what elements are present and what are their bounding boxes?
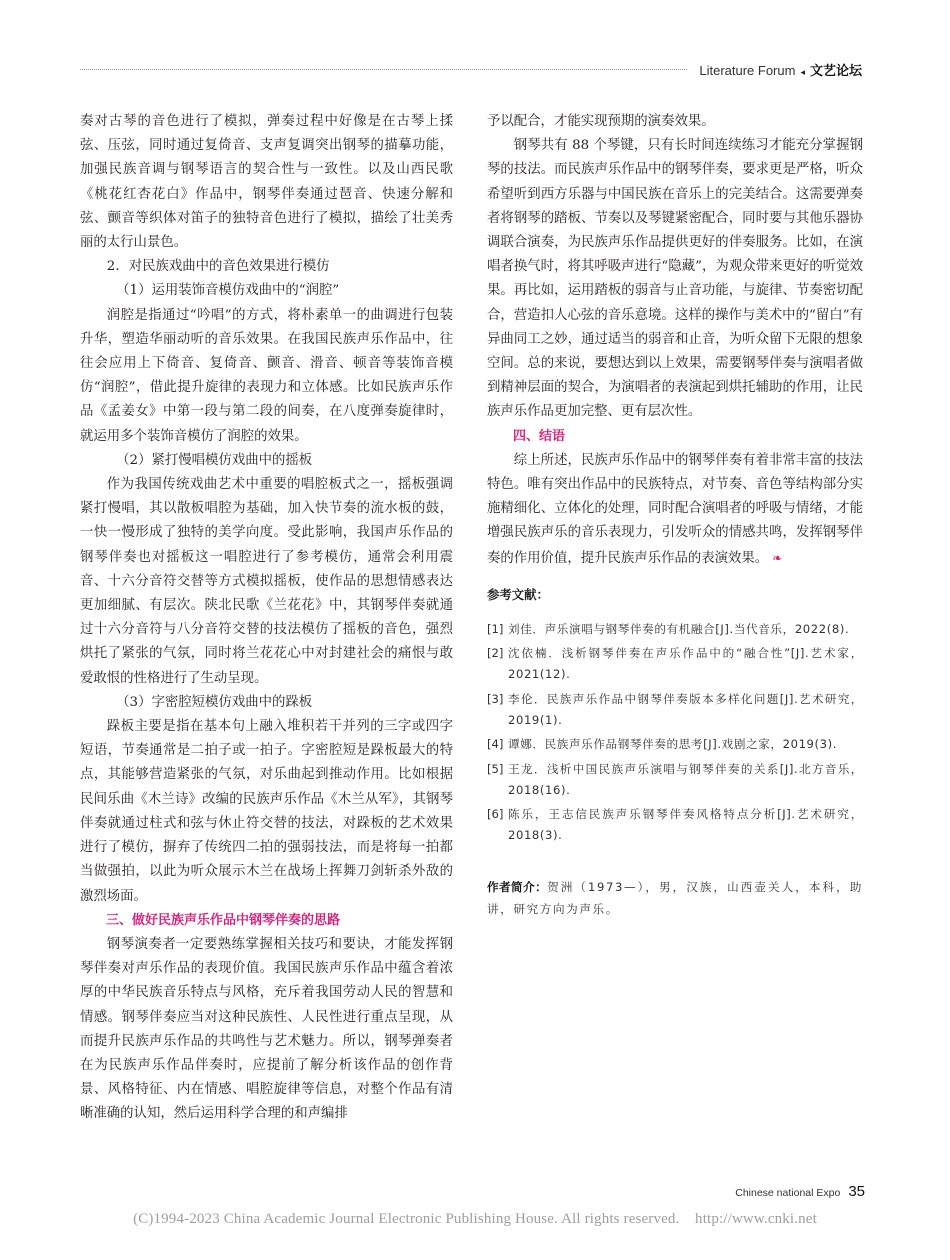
reference-item <box>487 689 863 731</box>
section-heading: 四、结语 <box>513 428 566 444</box>
paragraph: 作为我国传统戏曲艺术中重要的唱腔板式之一，摇板强调紧打慢唱，其以散板唱腔为基础，加入快节奏的流水板的鼓，一快一慢形成了独特的美学向度。受此影响，我国声乐作品的钢琴伴奏也对摇板这一唱腔进行了参考模仿，通常会利用震音、十六分音符交替等方式模拟摇板，使作品的思想情感表达更加细腻、有层次。陕北民歌《兰花花》中，其钢琴伴奏就通过十六分音符与八分音符交替的技法模仿了摇板的音色，强烈烘托了紧张的气氛，同时将兰花花心中对封建社会的痛恨与敢爱敢恨的性格进行了生动呈现。 <box>80 477 453 686</box>
left-column <box>80 110 453 1127</box>
reference-item <box>487 804 863 846</box>
subheading: （2）紧打慢唱模仿戏曲中的摇板 <box>116 452 313 468</box>
end-mark-icon: ❧ <box>772 550 783 565</box>
section-heading: 三、做好民族声乐作品中钢琴伴奏的思路 <box>106 912 341 928</box>
reference-text: 刘佳．声乐演唱与钢琴伴奏的有机融合[J].当代音乐，2022(8). <box>508 621 850 636</box>
reference-number: [3] <box>487 691 504 706</box>
right-column <box>487 110 863 920</box>
footer-journal-name: Chinese national Expo <box>735 1187 841 1199</box>
reference-number: [6] <box>487 807 504 822</box>
reference-text: 陈乐，王志信民族声乐钢琴伴奏风格特点分析[J].艺术研究，2018(3). <box>508 807 863 843</box>
references-list <box>487 619 863 847</box>
reference-text: 沈依楠．浅析钢琴伴奏在声乐作品中的“融合性”[J].艺术家，2021(12). <box>508 646 863 682</box>
references-title: 参考文献： <box>487 586 549 602</box>
reference-item <box>487 619 863 640</box>
header-journal-cn: 文艺论坛 <box>809 63 862 79</box>
reference-text: 李伦．民族声乐作品中钢琴伴奏版本多样化问题[J].艺术研究，2019(1). <box>508 691 863 727</box>
conclusion-paragraph <box>487 449 863 571</box>
header-journal-en: Literature Forum <box>699 62 796 78</box>
paragraph: 予以配合，才能实现预期的演奏效果。 <box>487 114 715 129</box>
reference-item <box>487 734 863 755</box>
paragraph: 润腔是指通过“吟唱”的方式，将朴素单一的曲调进行包装升华，塑造华丽动听的音乐效果。在我国民族声乐作品中，往往会应用上下倚音、复倚音、颤音、滑音、顿音等装饰音模仿“润腔”，借此提升旋律的表现力和立体感。比如民族声乐作品《孟姜女》中第一段与第二段的间奏，在八度弹奏旋律时，就运用多个装饰音模仿了润腔的效果。 <box>80 307 453 444</box>
reference-item <box>487 759 863 801</box>
paragraph: 奏对古琴的音色进行了模拟，弹奏过程中好像是在古琴上揉弦、压弦，同时通过复倚音、支声复调突出钢琴的描摹功能，加强民族音调与钢琴语言的契合性与一致性。以及山西民歌《桃花红杏花白》作品中，钢琴伴奏通过琶音、快速分解和弦、颤音等织体对笛子的独特音色进行了模拟，描绘了壮美秀丽的太行山景色。 <box>80 114 453 251</box>
reference-number: [2] <box>487 646 504 661</box>
author-bio-label: 作者简介： <box>487 880 548 895</box>
reference-text: 谭娜．民族声乐作品钢琴伴奏的思考[J].戏剧之家，2019(3). <box>508 737 838 752</box>
header-arrow-icon: ◂ <box>800 66 805 77</box>
author-bio-text: 贺洲（1973—），男，汉族，山西壶关人，本科，助讲，研究方向为声乐。 <box>487 880 863 917</box>
reference-item <box>487 643 863 685</box>
header-journal-label <box>699 60 862 79</box>
page-number: 35 <box>848 1183 865 1200</box>
paragraph: 钢琴共有 88 个琴键，只有长时间连续练习才能充分掌握钢琴的技法。而民族声乐作品中的钢琴伴奏，要求更是严格，听众希望听到西方乐器与中国民族在音乐上的完美结合。这需要弹奏者将钢琴的踏板、节奏以及琴键紧密配合，同时要与其他乐器协调联合演奏，为民族声乐作品提供更好的伴奏服务。比如，在演唱者换气时，将其呼吸声进行“隐藏”，为观众带来更好的听觉效果。再比如，运用踏板的弱音与止音功能，与旋律、节奏密切配合，营造扣人心弦的音乐意境。这样的操作与美术中的“留白”有异曲同工之妙，通过适当的弱音和止音，为听众留下无限的想象空间。总的来说，要想达到以上效果，需要钢琴伴奏与演唱者做到精神层面的契合，为演唱者的表演起到烘托辅助的作用，让民族声乐作品更加完整、更有层次性。 <box>487 138 863 420</box>
header-dotted-rule <box>80 69 687 70</box>
reference-text: 王龙．浅析中国民族声乐演唱与钢琴伴奏的关系[J].北方音乐，2018(16). <box>508 761 863 797</box>
running-header <box>80 58 862 80</box>
paragraph: 钢琴演奏者一定要熟练掌握相关技巧和要诀，才能发挥钢琴伴奏对声乐作品的表现价值。我国民族声乐作品中蕴含着浓厚的中华民族音乐特点与风格，充斥着我国劳动人民的智慧和情感。钢琴伴奏应当对这种民族性、人民性进行重点呈现，从而提升民族声乐作品的共鸣性与艺术魅力。所以，钢琴弹奏者在为民族声乐作品伴奏时，应提前了解分析该作品的创作背景、风格特征、内在情感、唱腔旋律等信息，对整个作品有清晰准确的认知，然后运用科学合理的和声编排 <box>80 936 453 1122</box>
subheading: 2．对民族戏曲中的音色效果进行模仿 <box>106 259 330 275</box>
copyright-watermark: (C)1994-2023 China Academic Journal Electronic Publishing House. All rights reserved. http://www.cnki.net <box>133 1211 817 1227</box>
subheading: （3）字密腔短模仿戏曲中的跺板 <box>116 694 313 710</box>
conclusion-text: 综上所述，民族声乐作品中的钢琴伴奏有着非常丰富的技法特色。唯有突出作品中的民族特点，对节奏、音色等结构部分实施精细化、立体化的处理，同时配合演唱者的呼吸与情绪，才能增强民族声乐的音乐表现力，引发听众的情感共鸣，发挥钢琴伴奏的作用价值，提升民族声乐作品的表演效果。 <box>487 452 863 566</box>
reference-number: [4] <box>487 737 504 752</box>
page-footer <box>735 1183 865 1205</box>
reference-number: [5] <box>487 761 504 776</box>
paragraph: 跺板主要是指在基本句上融入堆积若干并列的三字或四字短语，节奏通常是二拍子或一拍子。字密腔短是跺板最大的特点，其能够营造紧张的气氛，对乐曲起到推动作用。比如根据民间乐曲《木兰诗》改编的民族声乐作品《木兰从军》，其钢琴伴奏就通过柱式和弦与休止符交替的技法，对跺板的艺术效果进行了模仿，摒弃了传统四二拍的强弱技法，而是将每一拍都当做强拍，以此为听众展示木兰在战场上挥舞刀剑斩杀外敌的激烈场面。 <box>80 719 453 904</box>
subheading: （1）运用装饰音模仿戏曲中的“润腔” <box>116 283 340 299</box>
reference-number: [1] <box>487 621 504 636</box>
author-bio <box>487 876 863 920</box>
